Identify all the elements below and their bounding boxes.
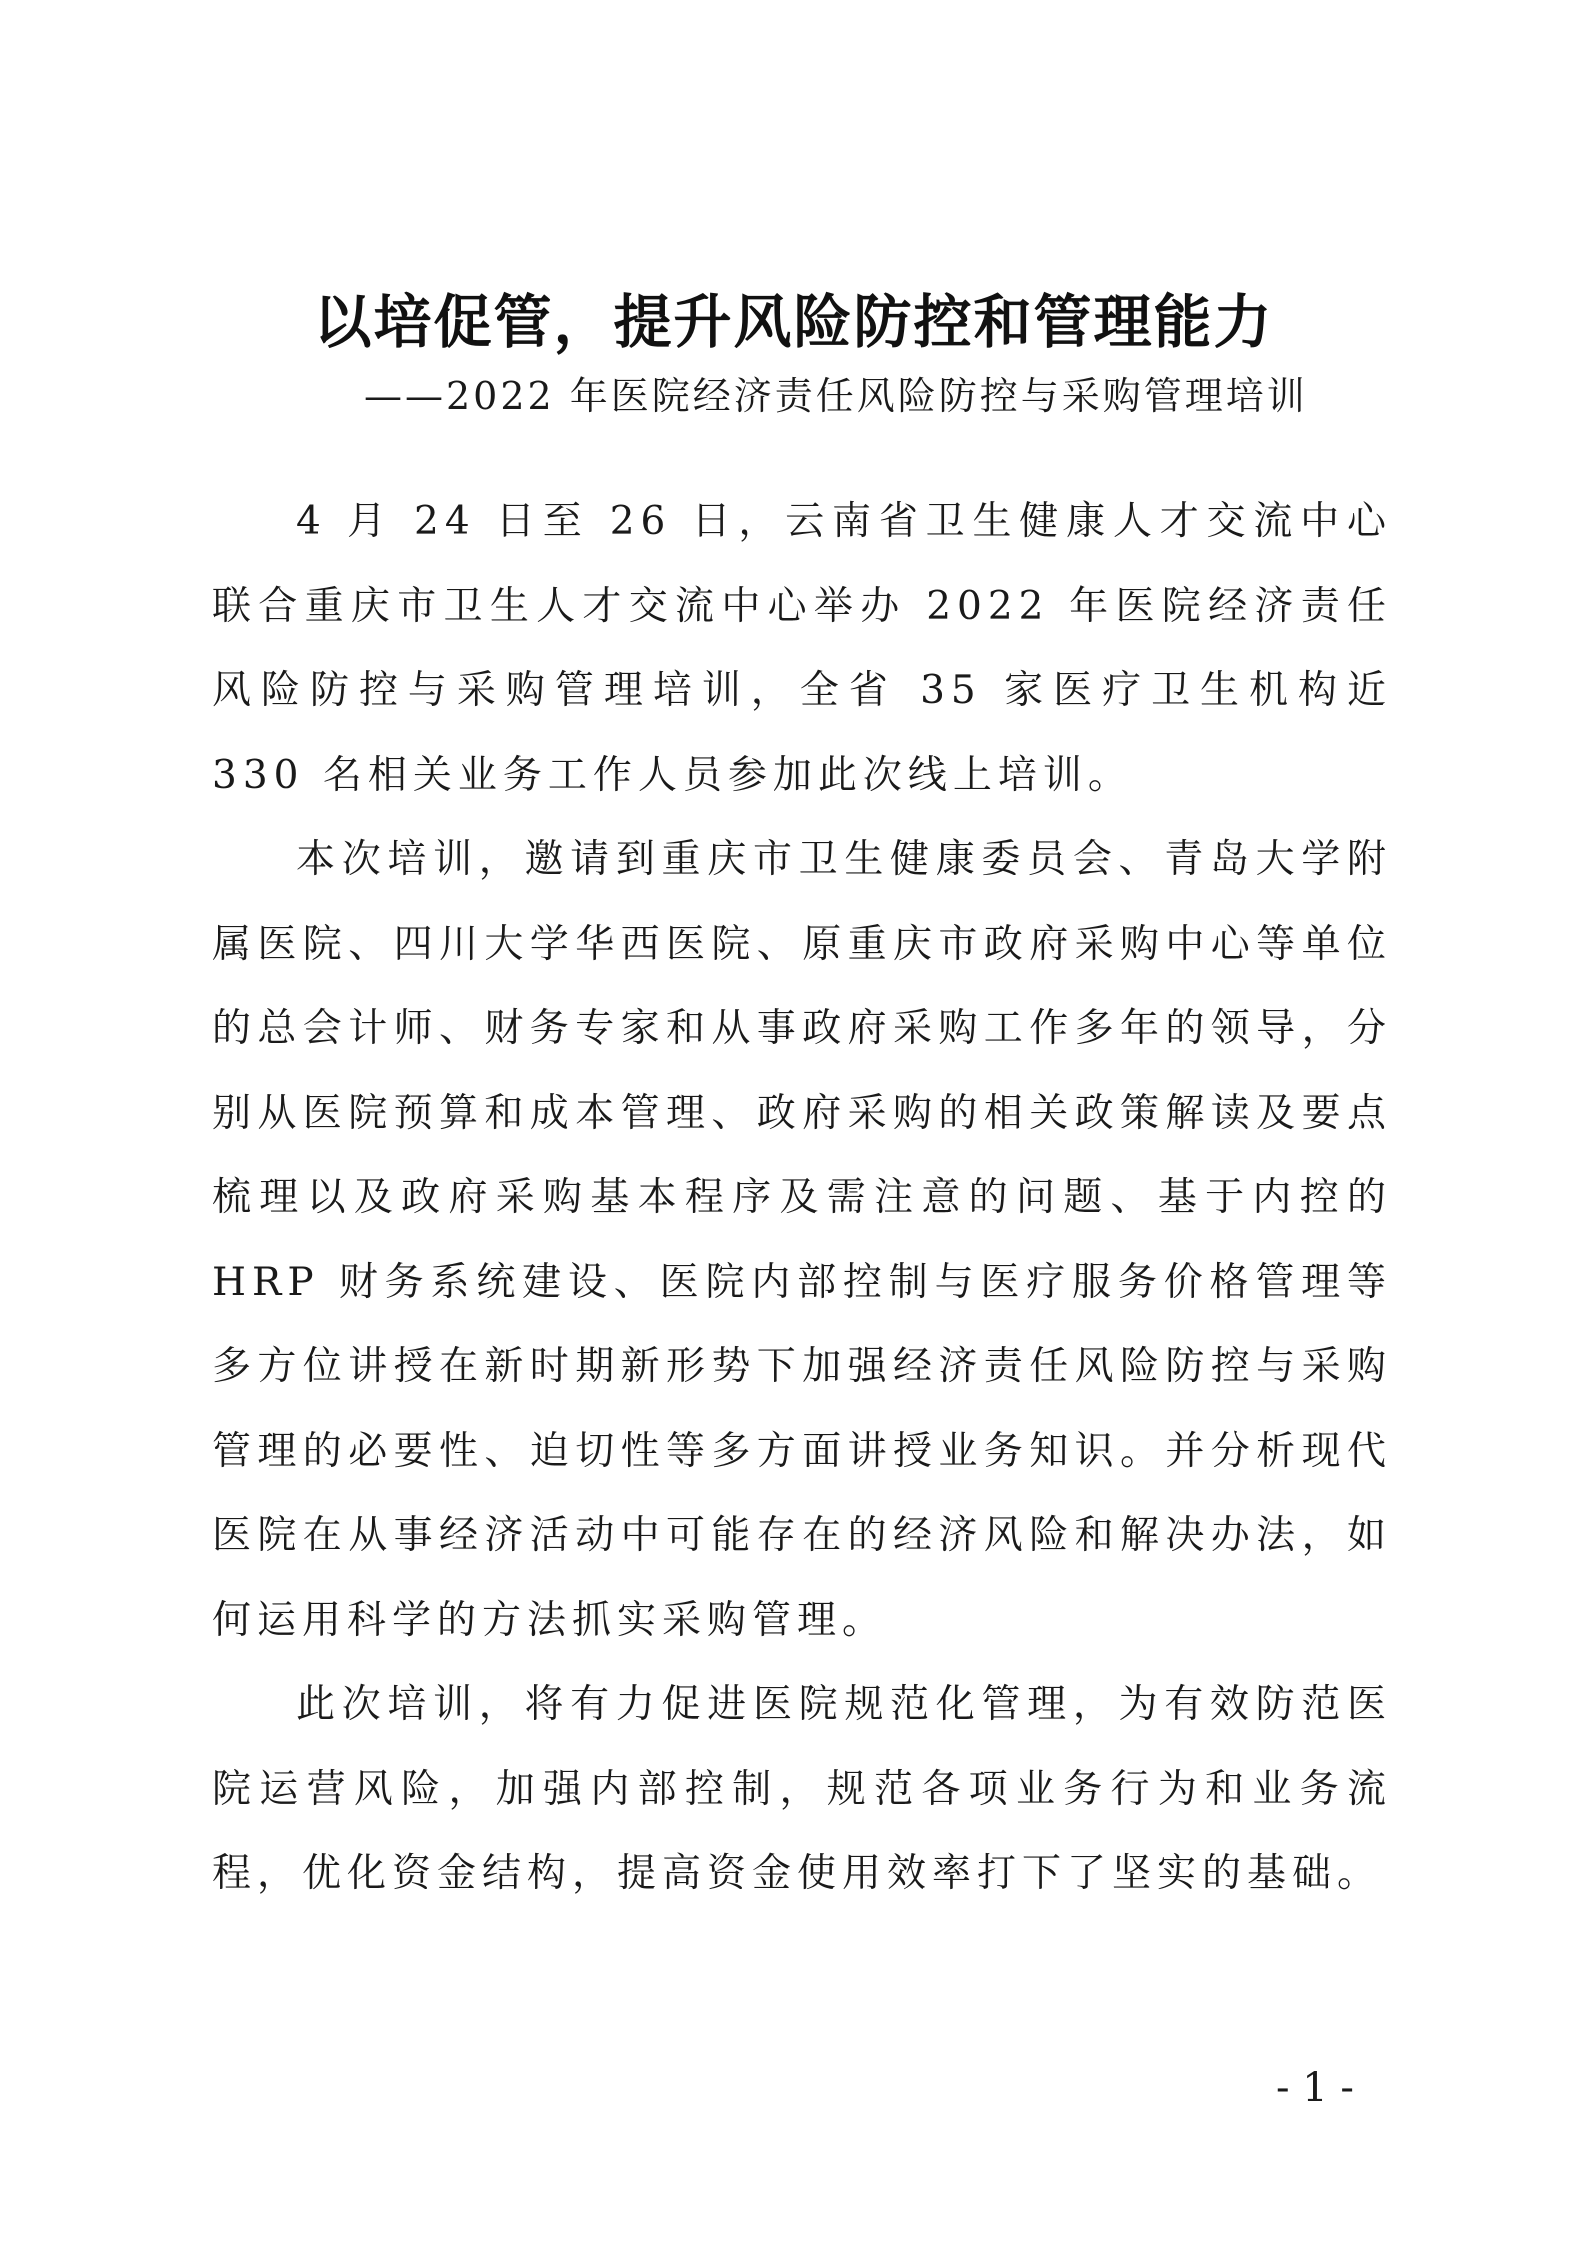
document-title: 以培促管，提升风险防控和管理能力: [313, 288, 1274, 356]
document-subtitle: ——2022 年医院经济责任风险防控与采购管理培训: [364, 374, 1308, 418]
document-body: [212, 480, 1392, 1917]
page-number: - 1 -: [1276, 2065, 1354, 2111]
paragraph-2: 本次培训，邀请到重庆市卫生健康委员会、青岛大学附属医院、四川大学华西医院、原重庆市政府采购中心等单位的总会计师、财务专家和从事政府采购工作多年的领导，分别从医院预算和成本管理、政府采购的相关政策解读及要点梳理以及政府采购基本程序及需注意的问题、基于内控的 HRP 财务系统建设、医院内部控制与医疗服务价格管理等多方位讲授在新时期新形势下加强经济责任风险防控与采购管理的必要性、迫切性等多方面讲授业务知识。并分析现代医院在从事经济活动中可能存在的经济风险和解决办法，如何运用科学的方法抓实采购管理。: [212, 837, 1392, 1643]
paragraph-1: 4 月 24 日至 26 日，云南省卫生健康人才交流中心联合重庆市卫生人才交流中心举办 2022 年医院经济责任风险防控与采购管理培训，全省 35 家医疗卫生机构近 330 名相关业务工作人员参加此次线上培训。: [212, 499, 1392, 798]
paragraph-3: 此次培训，将有力促进医院规范化管理，为有效防范医院运营风险，加强内部控制，规范各项业务行为和业务流程，优化资金结构，提高资金使用效率打下了坚实的基础。: [212, 1682, 1392, 1896]
